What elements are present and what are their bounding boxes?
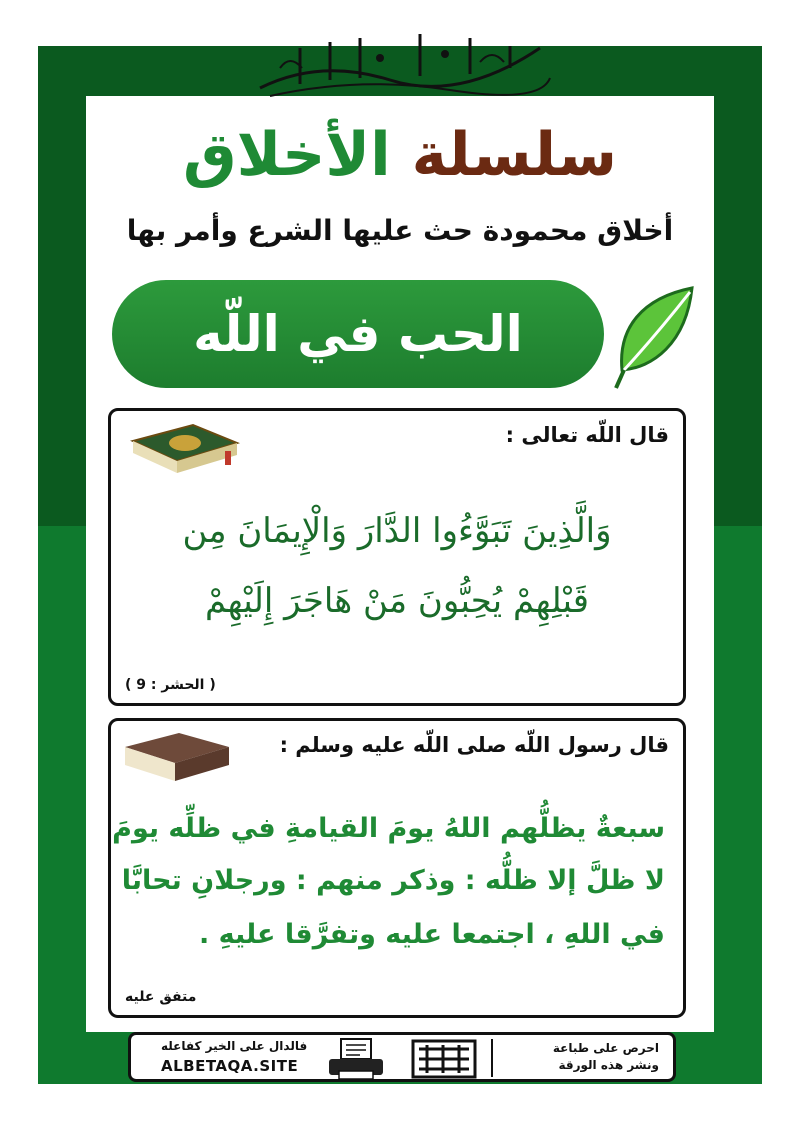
- hadith-intro: قال رسول اللّه صلى اللّه عليه وسلم :: [279, 733, 669, 757]
- footer-print-line2: ونشر هذه الورقة: [558, 1058, 659, 1072]
- quran-intro: قال اللّه تعالى :: [505, 423, 669, 447]
- title-part2: الأخلاق: [182, 120, 391, 190]
- title-part1: سلسلة: [411, 120, 617, 190]
- hadith-line2: لا ظلَّ إلا ظلُّه : وذكر منهم : ورجلانِ تحابَّا: [121, 865, 665, 896]
- verse-line2: قَبْلِهِمْ يُحِبُّونَ مَنْ هَاجَرَ إِلَيْهِمْ: [204, 581, 590, 621]
- hadith-source: متفق عليه: [125, 989, 197, 1005]
- printer-icon: [327, 1037, 385, 1081]
- footer-bar: [128, 1032, 676, 1082]
- leaf-icon: [612, 284, 698, 392]
- hadith-line3: في اللهِ ، اجتمعا عليه وتفرَّقا عليهِ .: [198, 919, 665, 950]
- bismillah-calligraphy: [240, 18, 560, 104]
- verse-line1: وَالَّذِينَ تَبَوَّءُوا الدَّارَ وَالْإِيمَانَ مِن: [182, 511, 612, 551]
- page-title: [0, 120, 800, 190]
- footer-proverb: فالدال على الخير كفاعله: [161, 1039, 308, 1053]
- topic-banner: [112, 280, 604, 388]
- logo-icon: [409, 1037, 479, 1081]
- subtitle: أخلاق محمودة حث عليها الشرع وأمر بها: [126, 214, 674, 247]
- footer-print-line1: احرص على طباعة: [552, 1041, 659, 1055]
- footer-print-note: [553, 1040, 659, 1074]
- quran-book-icon: [123, 421, 241, 477]
- hadith-book-icon: [119, 729, 233, 785]
- hadith-box: [108, 718, 686, 1018]
- footer-divider: [491, 1039, 493, 1077]
- quran-box: [108, 408, 686, 706]
- footer-website[interactable]: ALBETAQA.SITE: [161, 1057, 299, 1075]
- verse-reference: ( الحشر : 9 ): [125, 677, 216, 693]
- hadith-line1: سبعةٌ يظلُّهم اللهُ يومَ القيامةِ في ظلِّه يومَ: [112, 813, 665, 844]
- topic-title: الحب في اللّه: [193, 305, 523, 363]
